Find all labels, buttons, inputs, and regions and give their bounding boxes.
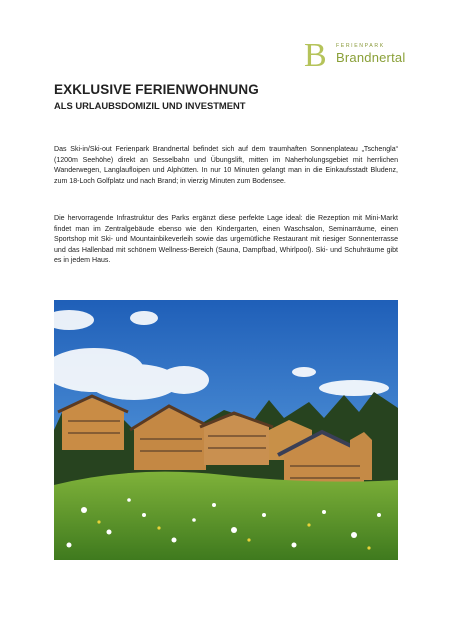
logo-b-icon xyxy=(302,36,328,72)
resort-photo-illustration xyxy=(54,300,398,560)
paragraph-location: Das Ski-in/Ski-out Ferienpark Brandnertal befindet sich auf dem traumhaften Sonnenplateau „Tschengla“ (1200m Seehöhe) direkt an Sesselbahn und Übungslift, mitten im Naherholungsgebiet mit herrlichen Wanderwegen, Langlaufloipen und Alphütten. In nur 10 Minuten gelangt man in die Einkaufsstadt Bludenz, zum 18-Loch Golfplatz und nach Brand; in vierzig Minuten zum Bodensee. xyxy=(54,146,398,185)
logo-brand-name: Brandnertal xyxy=(336,50,406,65)
brand-logo xyxy=(302,37,412,72)
page-subtitle: ALS URLAUBSDOMIZIL UND INVESTMENT xyxy=(54,100,246,111)
svg-text:B: B xyxy=(304,37,327,72)
logo-ferienpark-text: FERIENPARK xyxy=(336,43,385,49)
paragraph-infrastructure: Die hervorragende Infrastruktur des Parks ergänzt diese perfekte Lage ideal: die Rezeption mit Mini-Markt findet man im Zentralgebäude ebenso wie den Kindergarten, einen Waschsalon, Seminarräume, einen Sportshop mit Ski- und Mountainbikeverleih sowie das urgemütliche Restaurant mit riesiger Sonnenterrasse und das Hallenbad mit schönem Wellness-Bereich (Sauna, Dampfbad, Whirlpool). Ski- und Schuhräume gibt es in jedem Haus. xyxy=(54,215,398,265)
meadow xyxy=(54,472,398,560)
resort-photo xyxy=(54,300,398,560)
page-title: EXKLUSIVE FERIENWOHNUNG xyxy=(54,82,259,97)
